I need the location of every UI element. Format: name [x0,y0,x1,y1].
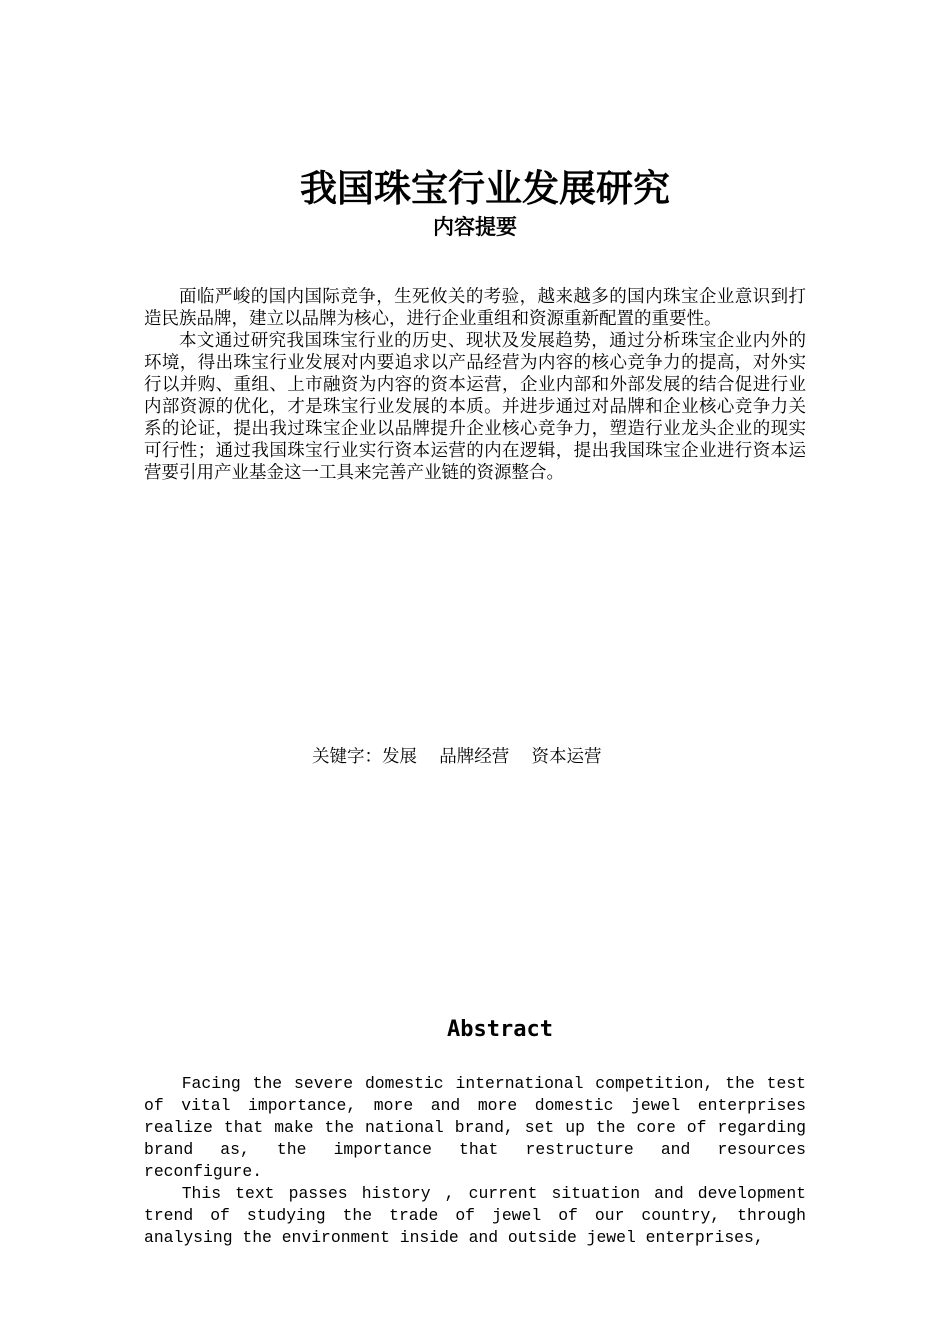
chinese-paragraph: 面临严峻的国内国际竞争，生死攸关的考验，越来越多的国内珠宝企业意识到打造民族品牌，建立以品牌为核心，进行企业重组和资源重新配置的重要性。 [144,287,806,329]
page-title: 我国珠宝行业发展研究 [300,167,670,210]
keywords-line: 关键字：发展 品牌经营 资本运营 [312,747,602,767]
english-abstract [144,1073,806,1249]
section-heading-summary: 内容提要 [433,215,517,239]
english-paragraph: This text passes history , current situation and development trend of studying the trade of jewel of our country, through analysing the environment inside and outside jewel enterprises, [144,1184,806,1247]
abstract-heading: Abstract [447,1017,553,1042]
chinese-paragraph: 本文通过研究我国珠宝行业的历史、现状及发展趋势，通过分析珠宝企业内外的环境，得出珠宝行业发展对内要追求以产品经营为内容的核心竞争力的提高，对外实行以并购、重组、上市融资为内容的资本运营，企业内部和外部发展的结合促进行业内部资源的优化，才是珠宝行业发展的本质。并进步通过对品牌和企业核心竞争力关系的论证，提出我过珠宝企业以品牌提升企业核心竞争力，塑造行业龙头企业的现实可行性；通过我国珠宝行业实行资本运营的内在逻辑，提出我国珠宝企业进行资本运营要引用产业基金这一工具来完善产业链的资源整合。 [144,331,806,483]
english-paragraph: Facing the severe domestic international competition, the test of vital importance, more and more domestic jewel enterprises realize that make the national brand, set up the core of regarding brand as, the importance that restructure and resources reconfigure. [144,1074,806,1181]
chinese-summary [144,286,806,484]
